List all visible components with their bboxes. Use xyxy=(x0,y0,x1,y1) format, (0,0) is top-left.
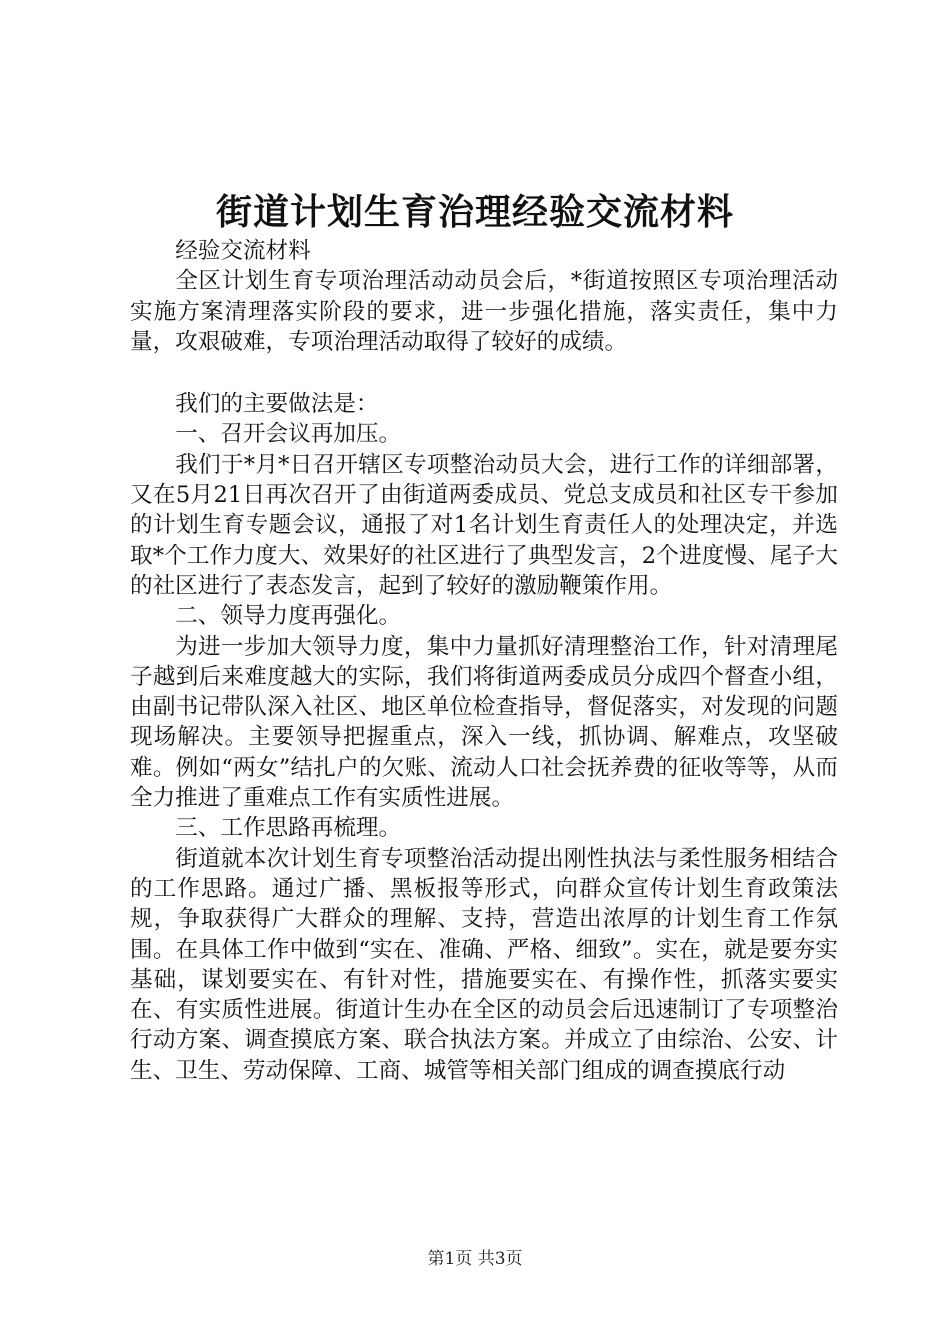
paragraph-section-1: 我们于*月*日召开辖区专项整治动员大会，进行工作的详细部署，又在5月21日再次召开了由街道两委成员、党总支成员和社区专干参加的计划生育专题会议，通报了对1名计划生育责任人的处理决定，并选取*个工作力度大、效果好的社区进行了典型发言，2个进度慢、尾子大的社区进行了表态发言，起到了较好的激励鞭策作用。 xyxy=(130,451,838,599)
document-title: 街道计划生育治理经验交流材料 xyxy=(215,191,734,233)
paragraph-section-2: 为进一步加大领导力度，集中力量抓好清理整治工作，针对清理尾子越到后来难度越大的实际，我们将街道两委成员分成四个督查小组，由副书记带队深入社区、地区单位检查指导，督促落实，对发现的问题现场解决。主要领导把握重点，深入一线，抓协调、解难点，攻坚破难。例如“两女”结扎户的欠账、流动人口社会抚养费的征收等等，从而全力推进了重难点工作有实质性进展。 xyxy=(130,633,838,812)
paragraph-intro: 全区计划生育专项治理活动动员会后，*街道按照区专项治理活动实施方案清理落实阶段的要求，进一步强化措施，落实责任，集中力量，攻艰破难，专项治理活动取得了较好的成绩。 xyxy=(130,268,838,355)
paragraph-subtitle: 经验交流材料 xyxy=(175,238,311,264)
document-body xyxy=(130,236,838,1086)
paragraph-main-methods: 我们的主要做法是： xyxy=(175,391,379,418)
section-heading-1: 一、召开会议再加压。 xyxy=(175,421,402,448)
page-footer: 第1页 共3页 xyxy=(427,1249,523,1269)
paragraph-section-3: 街道就本次计划生育专项整治活动提出刚性执法与柔性服务相结合的工作思路。通过广播、黑板报等形式，向群众宣传计划生育政策法规，争取获得广大群众的理解、支持，营造出浓厚的计划生育工作氛围。在具体工作中做到“实在、准确、严格、细致”。实在，就是要夯实基础，谋划要实在、有针对性，措施要实在、有操作性，抓落实要实在、有实质性进展。街道计生办在全区的动员会后迅速制订了专项整治行动方案、调查摸底方案、联合执法方案。并成立了由综治、公安、计生、卫生、劳动保障、工商、城管等相关部门组成的调查摸底行动 xyxy=(130,845,838,1084)
section-heading-3: 三、工作思路再梳理。 xyxy=(175,815,402,842)
section-heading-2: 二、领导力度再强化。 xyxy=(175,603,402,630)
